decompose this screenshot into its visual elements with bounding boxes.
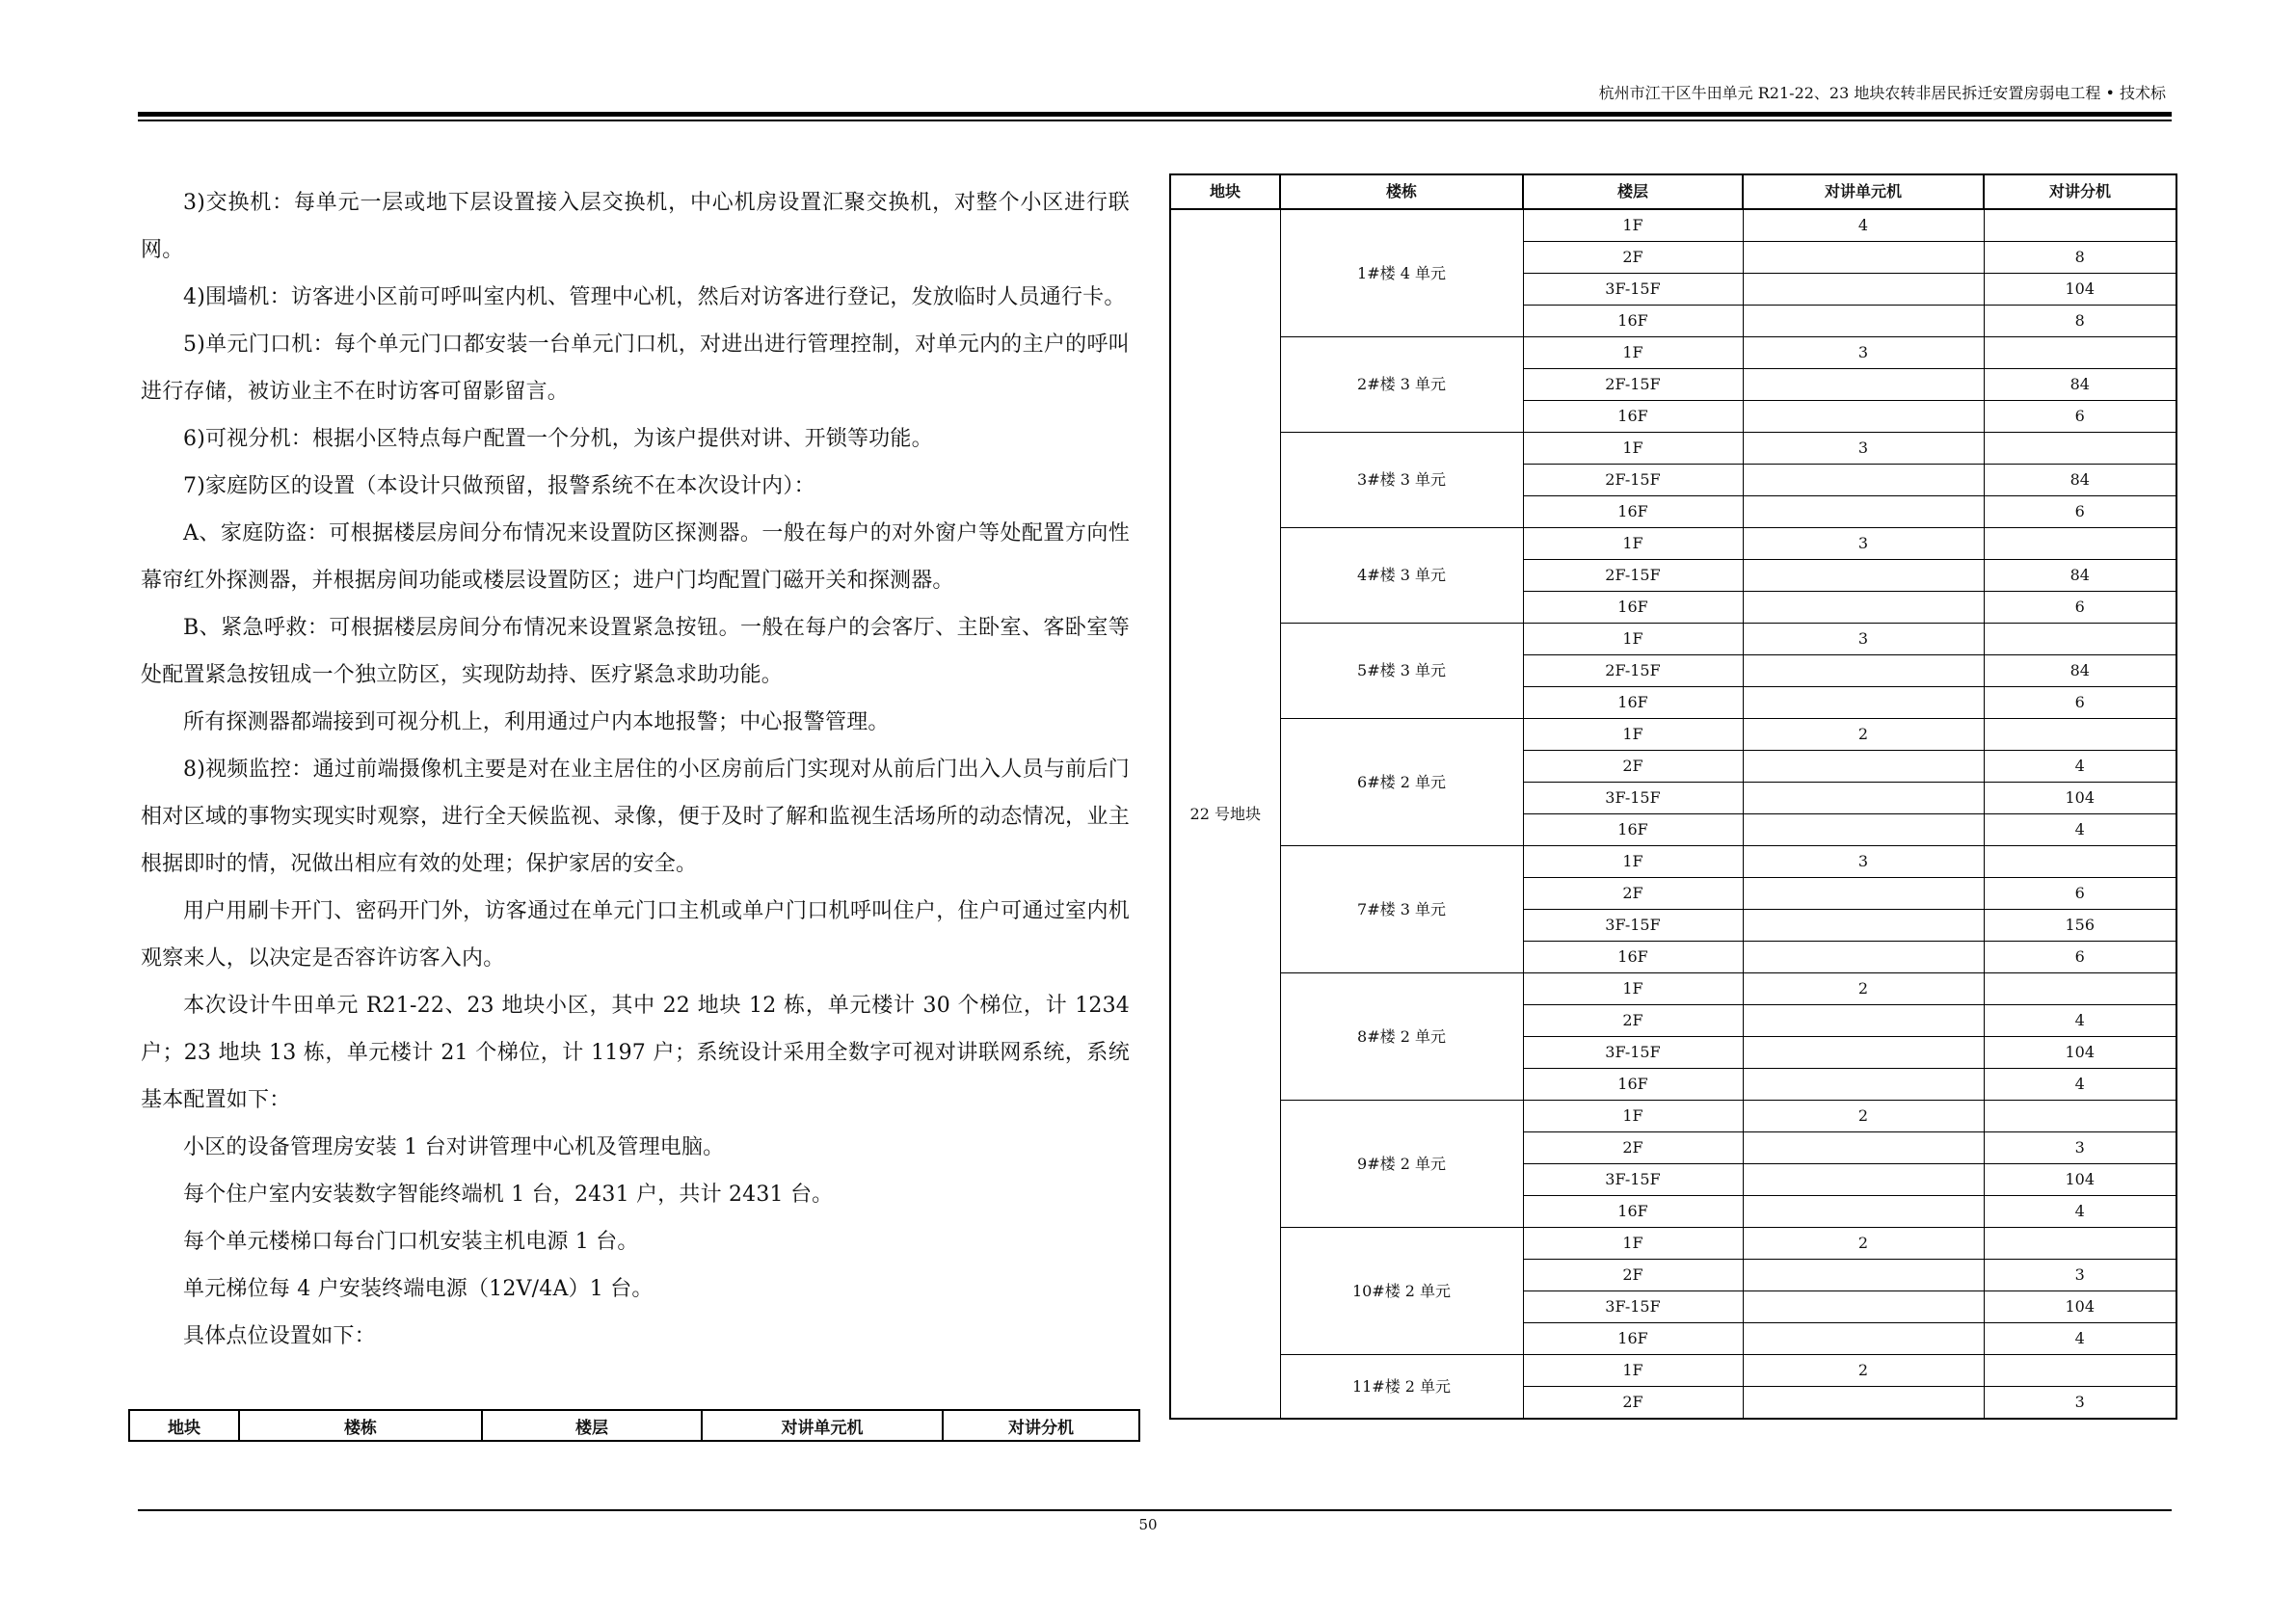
extension-cell: 6 [1984,496,2176,528]
col-header-extension: 对讲分机 [943,1410,1139,1441]
floor-cell: 1F [1523,433,1743,465]
extension-cell: 4 [1984,1196,2176,1228]
table-header-row [1170,174,2176,209]
points-table [1169,173,2177,1420]
body-paragraph: 4)围墙机：访客进小区前可呼叫室内机、管理中心机，然后对访客进行登记，发放临时人员通行卡。 [183,285,1126,309]
extension-cell: 104 [1984,1164,2176,1196]
extension-cell: 4 [1984,1005,2176,1037]
floor-cell: 1F [1523,1355,1743,1387]
extension-cell [1984,528,2176,560]
unit-intercom-cell [1743,1069,1984,1101]
extension-cell: 8 [1984,242,2176,274]
building-cell: 8#楼 2 单元 [1280,973,1523,1101]
body-paragraph: 7)家庭防区的设置（本设计只做预留，报警系统不在本次设计内）： [183,474,815,498]
extension-cell: 4 [1984,751,2176,783]
col-header-building: 楼栋 [239,1410,482,1441]
body-paragraph: 每个单元楼梯口每台门口机安装主机电源 1 台。 [183,1230,639,1254]
extension-cell: 104 [1984,1291,2176,1323]
body-paragraph: A、家庭防盗：可根据楼层房间分布情况来设置防区探测器。一般在每户的对外窗户等处配置方向性幕帘红外探测器，并根据房间功能或楼层设置防区；进户门均配置门磁开关和探测器。 [141,521,1130,593]
extension-cell: 4 [1984,1323,2176,1355]
floor-cell: 16F [1523,592,1743,624]
floor-cell: 3F-15F [1523,1037,1743,1069]
table-row [1170,433,2176,465]
left-table-header-row [129,1410,1139,1441]
unit-intercom-cell [1743,496,1984,528]
body-paragraph: B、紧急呼救：可根据楼层房间分布情况来设置紧急按钮。一般在每户的会客厅、主卧室、客卧室等处配置紧急按钮成一个独立防区，实现防劫持、医疗紧急求助功能。 [141,616,1130,687]
extension-cell: 84 [1984,369,2176,401]
table-row [1170,719,2176,751]
building-cell: 11#楼 2 单元 [1280,1355,1523,1420]
floor-cell: 1F [1523,846,1743,878]
floor-cell: 16F [1523,306,1743,337]
floor-cell: 2F [1523,1132,1743,1164]
page-number: 50 [1138,1516,1158,1533]
floor-cell: 1F [1523,528,1743,560]
unit-intercom-cell [1743,878,1984,910]
unit-intercom-cell [1743,1387,1984,1420]
col-header-extension: 对讲分机 [1984,174,2176,209]
floor-cell: 16F [1523,814,1743,846]
extension-cell: 3 [1984,1260,2176,1291]
floor-cell: 2F-15F [1523,369,1743,401]
floor-cell: 16F [1523,1196,1743,1228]
unit-intercom-cell [1743,369,1984,401]
floor-cell: 2F-15F [1523,465,1743,496]
building-cell: 3#楼 3 单元 [1280,433,1523,528]
col-header-unit-intercom: 对讲单元机 [702,1410,943,1441]
floor-cell: 16F [1523,1069,1743,1101]
extension-cell [1984,846,2176,878]
body-text [141,179,1130,1360]
extension-cell: 3 [1984,1387,2176,1420]
table-row [1170,624,2176,655]
floor-cell: 3F-15F [1523,1291,1743,1323]
extension-cell: 4 [1984,1069,2176,1101]
unit-intercom-cell: 2 [1743,1228,1984,1260]
unit-intercom-cell [1743,1037,1984,1069]
floor-cell: 16F [1523,687,1743,719]
extension-cell [1984,719,2176,751]
extension-cell: 84 [1984,560,2176,592]
extension-cell [1984,1228,2176,1260]
body-paragraph: 5)单元门口机：每个单元门口都安装一台单元门口机，对进出进行管理控制，对单元内的主户的呼叫进行存储，被访业主不在时访客可留影留言。 [141,333,1130,404]
floor-cell: 2F [1523,1387,1743,1420]
unit-intercom-cell: 2 [1743,1101,1984,1132]
unit-intercom-cell: 3 [1743,624,1984,655]
header-rule-thin [138,120,2172,121]
body-paragraph: 8)视频监控：通过前端摄像机主要是对在业主居住的小区房前后门实现对从前后门出入人员与前后门相对区域的事物实现实时观察，进行全天候监视、录像，便于及时了解和监视生活场所的动态情况，业主根据即时的情，况做出相应有效的处理；保护家居的安全。 [141,758,1130,876]
unit-intercom-cell [1743,242,1984,274]
extension-cell: 6 [1984,401,2176,433]
table-row [1170,528,2176,560]
unit-intercom-cell: 4 [1743,209,1984,242]
body-paragraph: 每个住户室内安装数字智能终端机 1 台，2431 户，共计 2431 台。 [183,1183,834,1207]
unit-intercom-cell [1743,592,1984,624]
unit-intercom-cell: 2 [1743,719,1984,751]
building-cell: 2#楼 3 单元 [1280,337,1523,433]
extension-cell: 156 [1984,910,2176,942]
table-row [1170,846,2176,878]
body-paragraph: 小区的设备管理房安装 1 台对讲管理中心机及管理电脑。 [183,1135,725,1159]
floor-cell: 3F-15F [1523,274,1743,306]
table-row [1170,1228,2176,1260]
unit-intercom-cell [1743,783,1984,814]
body-paragraph: 3)交换机：每单元一层或地下层设置接入层交换机，中心机房设置汇聚交换机，对整个小区进行联网。 [141,191,1130,262]
body-paragraph: 6)可视分机：根据小区特点每户配置一个分机，为该户提供对讲、开锁等功能。 [183,427,933,451]
floor-cell: 1F [1523,1101,1743,1132]
floor-cell: 1F [1523,719,1743,751]
col-header-block: 地块 [129,1410,239,1441]
floor-cell: 16F [1523,401,1743,433]
table-body [1170,209,2176,1419]
extension-cell: 84 [1984,655,2176,687]
col-header-floor: 楼层 [482,1410,702,1441]
col-header-building: 楼栋 [1280,174,1523,209]
unit-intercom-cell [1743,751,1984,783]
unit-intercom-cell [1743,1260,1984,1291]
unit-intercom-cell [1743,1291,1984,1323]
floor-cell: 16F [1523,1323,1743,1355]
unit-intercom-cell [1743,687,1984,719]
unit-intercom-cell [1743,1132,1984,1164]
building-cell: 5#楼 3 单元 [1280,624,1523,719]
floor-cell: 3F-15F [1523,910,1743,942]
building-cell: 4#楼 3 单元 [1280,528,1523,624]
body-paragraph: 具体点位设置如下： [183,1324,376,1348]
unit-intercom-cell: 3 [1743,846,1984,878]
table-row [1170,337,2176,369]
extension-cell: 6 [1984,592,2176,624]
body-paragraph: 单元梯位每 4 户安装终端电源（12V/4A）1 台。 [183,1277,654,1301]
left-table-header [128,1409,1140,1442]
unit-intercom-cell [1743,942,1984,973]
body-paragraph: 所有探测器都端接到可视分机上，利用通过户内本地报警；中心报警管理。 [183,710,890,734]
unit-intercom-cell [1743,655,1984,687]
unit-intercom-cell [1743,306,1984,337]
floor-cell: 2F [1523,878,1743,910]
extension-cell: 8 [1984,306,2176,337]
extension-cell: 104 [1984,274,2176,306]
table-row [1170,1101,2176,1132]
floor-cell: 2F [1523,242,1743,274]
floor-cell: 16F [1523,496,1743,528]
unit-intercom-cell [1743,1005,1984,1037]
floor-cell: 1F [1523,1228,1743,1260]
extension-cell: 6 [1984,687,2176,719]
unit-intercom-cell [1743,560,1984,592]
floor-cell: 3F-15F [1523,1164,1743,1196]
building-cell: 7#楼 3 单元 [1280,846,1523,973]
header-rule-thick [138,112,2172,117]
unit-intercom-cell [1743,1196,1984,1228]
block-cell: 22 号地块 [1170,209,1280,1419]
floor-cell: 2F-15F [1523,560,1743,592]
building-cell: 1#楼 4 单元 [1280,209,1523,337]
body-paragraph: 用户用刷卡开门、密码开门外，访客通过在单元门口主机或单户门口机呼叫住户，住户可通过室内机观察来人，以决定是否容许访客入内。 [141,899,1130,971]
extension-cell [1984,209,2176,242]
col-header-floor: 楼层 [1523,174,1743,209]
extension-cell: 104 [1984,783,2176,814]
col-header-unit-intercom: 对讲单元机 [1743,174,1984,209]
extension-cell [1984,1355,2176,1387]
unit-intercom-cell: 3 [1743,337,1984,369]
unit-intercom-cell [1743,910,1984,942]
table-row [1170,209,2176,242]
unit-intercom-cell: 3 [1743,433,1984,465]
building-cell: 6#楼 2 单元 [1280,719,1523,846]
floor-cell: 1F [1523,624,1743,655]
extension-cell: 84 [1984,465,2176,496]
extension-cell: 104 [1984,1037,2176,1069]
floor-cell: 16F [1523,942,1743,973]
extension-cell [1984,337,2176,369]
unit-intercom-cell: 2 [1743,1355,1984,1387]
unit-intercom-cell: 3 [1743,528,1984,560]
floor-cell: 2F [1523,1260,1743,1291]
unit-intercom-cell [1743,814,1984,846]
table-row [1170,1355,2176,1387]
unit-intercom-cell [1743,401,1984,433]
unit-intercom-cell: 2 [1743,973,1984,1005]
floor-cell: 3F-15F [1523,783,1743,814]
col-header-block: 地块 [1170,174,1280,209]
extension-cell: 6 [1984,942,2176,973]
extension-cell [1984,973,2176,1005]
body-paragraph: 本次设计牛田单元 R21-22、23 地块小区，其中 22 地块 12 栋，单元楼计 30 个梯位，计 1234 户；23 地块 13 栋，单元楼计 21 个梯位，计 1197 户；系统设计采用全数字可视对讲联网系统，系统基本配置如下： [141,994,1130,1112]
unit-intercom-cell [1743,1164,1984,1196]
unit-intercom-cell [1743,1323,1984,1355]
unit-intercom-cell [1743,465,1984,496]
extension-cell [1984,1101,2176,1132]
building-cell: 10#楼 2 单元 [1280,1228,1523,1355]
extension-cell [1984,433,2176,465]
floor-cell: 2F-15F [1523,655,1743,687]
building-cell: 9#楼 2 单元 [1280,1101,1523,1228]
extension-cell: 3 [1984,1132,2176,1164]
floor-cell: 1F [1523,337,1743,369]
floor-cell: 2F [1523,1005,1743,1037]
header-title: 杭州市江干区牛田单元 R21-22、23 地块农转非居民拆迁安置房弱电工程 • 技术标 [1598,84,2166,102]
extension-cell: 6 [1984,878,2176,910]
floor-cell: 2F [1523,751,1743,783]
extension-cell [1984,624,2176,655]
unit-intercom-cell [1743,274,1984,306]
floor-cell: 1F [1523,973,1743,1005]
table-row [1170,973,2176,1005]
floor-cell: 1F [1523,209,1743,242]
extension-cell: 4 [1984,814,2176,846]
footer-rule [138,1509,2172,1511]
